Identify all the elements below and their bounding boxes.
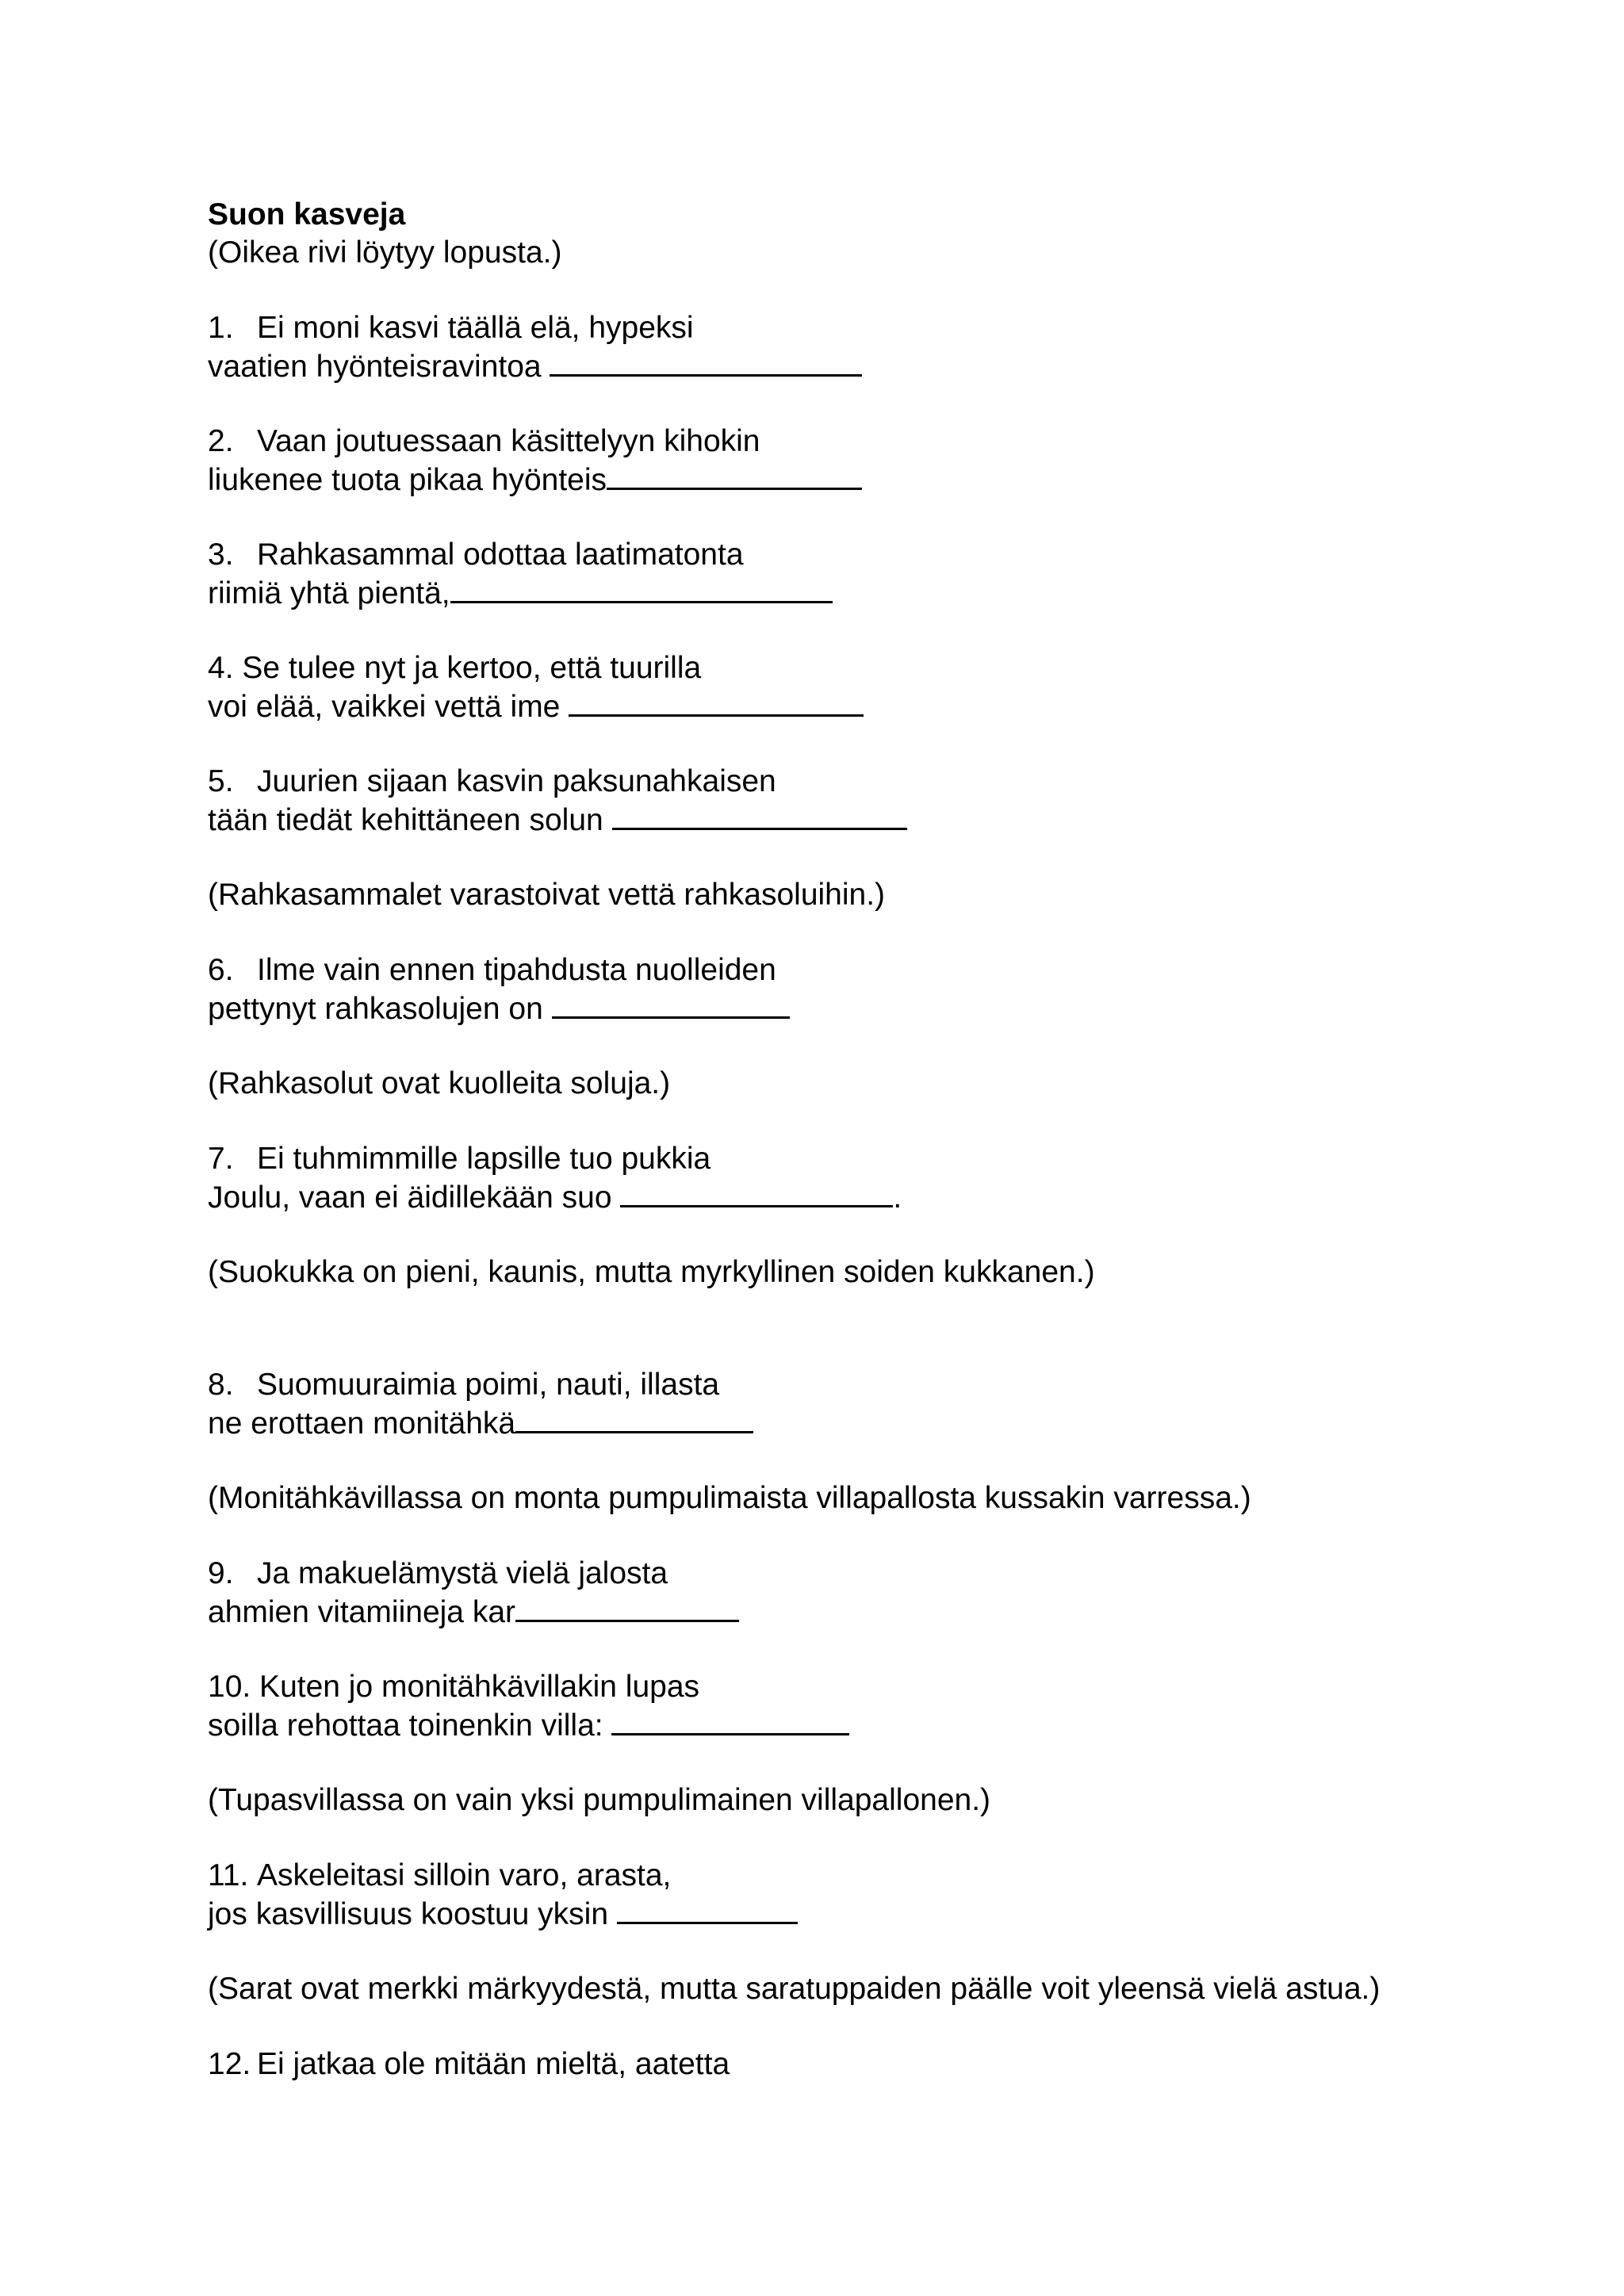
hint-note: (Tupasvillassa on vain yksi pumpulimainen villapallonen.) bbox=[208, 1783, 991, 1817]
verse-number: 7. bbox=[208, 1142, 234, 1176]
verse-10 bbox=[208, 1668, 1556, 1744]
answer-blank[interactable] bbox=[550, 347, 862, 377]
verse-number: 5. bbox=[208, 764, 234, 798]
answer-blank[interactable] bbox=[612, 801, 907, 830]
verse-number: 12. bbox=[208, 2047, 251, 2081]
verse-line: voi elää, vaikkei vettä ime bbox=[208, 690, 569, 724]
answer-blank[interactable] bbox=[515, 1404, 753, 1433]
verse-line: liukenee tuota pikaa hyönteis bbox=[208, 463, 607, 497]
verse-line: pettynyt rahkasolujen on bbox=[208, 992, 552, 1026]
verse-line: ne erottaen monitähkä bbox=[208, 1406, 516, 1441]
verse-8 bbox=[208, 1366, 1556, 1442]
verse-line: 4. Se tulee nyt ja kertoo, että tuurilla bbox=[208, 651, 702, 685]
answer-blank[interactable] bbox=[569, 687, 864, 717]
hint-note: (Monitähkävillassa on monta pumpulimaista villapallosta kussakin varressa.) bbox=[208, 1481, 1251, 1515]
verse-line: Ei jatkaa ole mitään mieltä, aatetta bbox=[257, 2047, 730, 2081]
verse-12 bbox=[208, 2045, 1556, 2084]
verse-9 bbox=[208, 1555, 1556, 1631]
verse-number: 3. bbox=[208, 538, 234, 572]
verse-11 bbox=[208, 1857, 1556, 1933]
answer-blank[interactable] bbox=[617, 1895, 798, 1924]
verse-number: 11. bbox=[208, 1858, 249, 1892]
verse-1 bbox=[208, 309, 1556, 385]
verse-number: 2. bbox=[208, 424, 234, 458]
verse-line: Ja makuelämystä vielä jalosta bbox=[257, 1556, 668, 1590]
hint-note: (Sarat ovat merkki märkyydestä, mutta saratuppaiden päälle voit yleensä vielä astua.) bbox=[208, 1972, 1381, 2006]
verse-line: vaatien hyönteisravintoa bbox=[208, 350, 550, 384]
verse-line: Suomuuraimia poimi, nauti, illasta bbox=[257, 1368, 720, 1402]
verse-line: ahmien vitamiineja kar bbox=[208, 1595, 516, 1629]
hint-note: (Rahkasammalet varastoivat vettä rahkasoluihin.) bbox=[208, 878, 886, 912]
verse-line: Vaan joutuessaan käsittelyyn kihokin bbox=[257, 424, 760, 458]
verse-line: Ei moni kasvi täällä elä, hypeksi bbox=[257, 311, 694, 345]
verse-line: riimiä yhtä pientä, bbox=[208, 576, 450, 610]
worksheet bbox=[208, 196, 1556, 2084]
verse-line: Joulu, vaan ei äidillekään suo bbox=[208, 1181, 621, 1215]
verse-number: 8. bbox=[208, 1368, 234, 1402]
answer-blank[interactable] bbox=[515, 1593, 739, 1622]
verse-line: Ei tuhmimmille lapsille tuo pukkia bbox=[257, 1142, 711, 1176]
verse-line: tään tiedät kehittäneen solun bbox=[208, 803, 612, 837]
answer-blank[interactable] bbox=[620, 1178, 893, 1207]
verse-line: Rahkasammal odottaa laatimatonta bbox=[257, 538, 744, 572]
verse-line: soilla rehottaa toinenkin villa: bbox=[208, 1709, 612, 1743]
hint-note: (Suokukka on pieni, kaunis, mutta myrkyllinen soiden kukkanen.) bbox=[208, 1255, 1095, 1289]
answer-blank[interactable] bbox=[552, 989, 790, 1019]
answer-blank[interactable] bbox=[607, 461, 862, 490]
verse-number: 1. bbox=[208, 311, 234, 345]
verse-line: Askeleitasi silloin varo, arasta, bbox=[257, 1858, 672, 1892]
subtitle: (Oikea rivi löytyy lopusta.) bbox=[208, 235, 562, 270]
answer-blank[interactable] bbox=[450, 574, 833, 603]
answer-blank[interactable] bbox=[611, 1706, 849, 1735]
verse-line: jos kasvillisuus koostuu yksin bbox=[208, 1897, 617, 1931]
verse-2 bbox=[208, 423, 1556, 499]
verse-7 bbox=[208, 1140, 1556, 1216]
verse-number: 6. bbox=[208, 953, 234, 987]
page-title: Suon kasveja bbox=[208, 197, 406, 232]
hint-note: (Rahkasolut ovat kuolleita soluja.) bbox=[208, 1066, 671, 1100]
verse-line-end: . bbox=[893, 1181, 902, 1215]
verse-line: Ilme vain ennen tipahdusta nuolleiden bbox=[257, 953, 776, 987]
verse-6 bbox=[208, 951, 1556, 1027]
verse-4 bbox=[208, 649, 1556, 725]
verse-line: 10. Kuten jo monitähkävillakin lupas bbox=[208, 1670, 700, 1704]
verse-number: 9. bbox=[208, 1556, 234, 1590]
verse-5 bbox=[208, 763, 1556, 839]
verse-3 bbox=[208, 536, 1556, 612]
verse-line: Juurien sijaan kasvin paksunahkaisen bbox=[257, 764, 776, 798]
